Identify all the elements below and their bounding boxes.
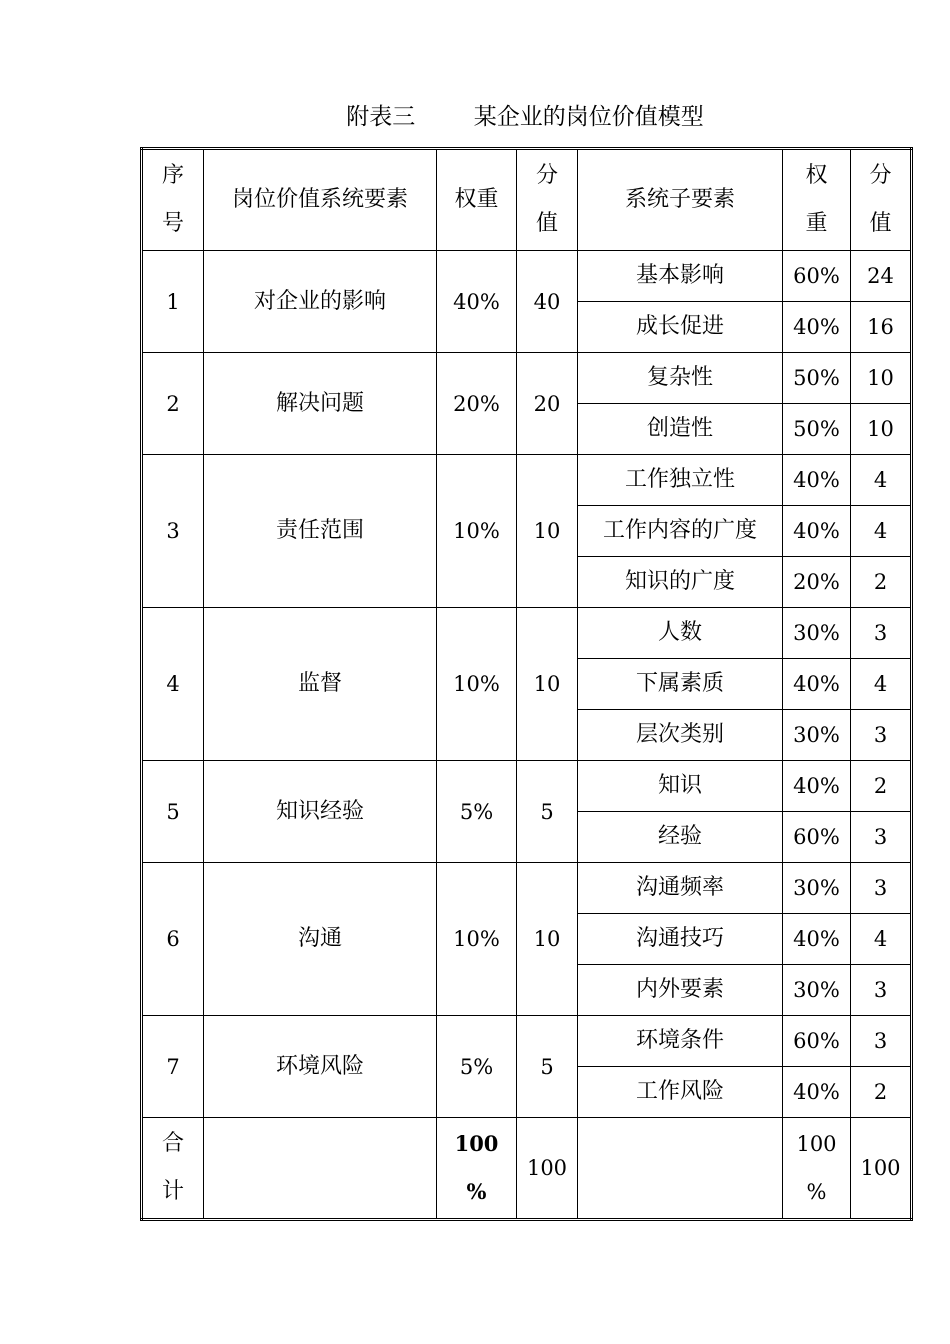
row-weight: 5%	[437, 1016, 517, 1118]
header-sub-score: 分 值	[851, 149, 912, 251]
row-weight: 5%	[437, 761, 517, 863]
row-seq: 2	[142, 353, 204, 455]
row-seq: 6	[142, 863, 204, 1016]
row-weight: 40%	[437, 251, 517, 353]
total-weight: 100 %	[437, 1118, 517, 1220]
sub-score: 24	[851, 251, 912, 302]
sub-weight: 60%	[783, 251, 851, 302]
total-element	[204, 1118, 437, 1220]
row-score: 10	[517, 608, 578, 761]
row-element: 环境风险	[204, 1016, 437, 1118]
sub-weight: 30%	[783, 965, 851, 1016]
sub-score: 2	[851, 557, 912, 608]
sub-score: 3	[851, 965, 912, 1016]
sub-score: 2	[851, 761, 912, 812]
row-score: 10	[517, 455, 578, 608]
row-seq: 7	[142, 1016, 204, 1118]
row-element: 解决问题	[204, 353, 437, 455]
sub-score: 3	[851, 710, 912, 761]
sub-weight: 50%	[783, 404, 851, 455]
sub-weight: 40%	[783, 1067, 851, 1118]
sub-element: 工作内容的广度	[578, 506, 783, 557]
sub-element: 人数	[578, 608, 783, 659]
sub-score: 2	[851, 1067, 912, 1118]
total-sub-weight: 100 %	[783, 1118, 851, 1220]
sub-weight: 40%	[783, 761, 851, 812]
sub-element: 环境条件	[578, 1016, 783, 1067]
sub-weight: 60%	[783, 1016, 851, 1067]
table-row	[142, 251, 912, 302]
table-row	[142, 608, 912, 659]
sub-score: 4	[851, 914, 912, 965]
sub-element: 内外要素	[578, 965, 783, 1016]
sub-weight: 30%	[783, 710, 851, 761]
row-score: 5	[517, 761, 578, 863]
sub-element: 工作独立性	[578, 455, 783, 506]
sub-weight: 60%	[783, 812, 851, 863]
sub-score: 3	[851, 608, 912, 659]
sub-element: 复杂性	[578, 353, 783, 404]
row-seq: 5	[142, 761, 204, 863]
table-row	[142, 863, 912, 914]
table-row	[142, 353, 912, 404]
sub-element: 沟通技巧	[578, 914, 783, 965]
row-score: 20	[517, 353, 578, 455]
sub-weight: 40%	[783, 506, 851, 557]
row-weight: 20%	[437, 353, 517, 455]
sub-weight: 40%	[783, 455, 851, 506]
sub-element: 基本影响	[578, 251, 783, 302]
row-seq: 1	[142, 251, 204, 353]
header-weight: 权重	[437, 149, 517, 251]
header-element: 岗位价值系统要素	[204, 149, 437, 251]
job-value-model-table	[140, 147, 913, 1221]
sub-element: 创造性	[578, 404, 783, 455]
sub-score: 3	[851, 1016, 912, 1067]
sub-score: 3	[851, 812, 912, 863]
table-row	[142, 455, 912, 506]
sub-score: 4	[851, 659, 912, 710]
row-element: 责任范围	[204, 455, 437, 608]
sub-weight: 40%	[783, 914, 851, 965]
row-element: 监督	[204, 608, 437, 761]
sub-weight: 20%	[783, 557, 851, 608]
row-weight: 10%	[437, 863, 517, 1016]
header-seq: 序 号	[142, 149, 204, 251]
row-seq: 3	[142, 455, 204, 608]
table-row	[142, 1016, 912, 1067]
row-element: 沟通	[204, 863, 437, 1016]
row-element: 知识经验	[204, 761, 437, 863]
row-element: 对企业的影响	[204, 251, 437, 353]
sub-weight: 30%	[783, 608, 851, 659]
sub-weight: 30%	[783, 863, 851, 914]
row-weight: 10%	[437, 455, 517, 608]
sub-score: 10	[851, 353, 912, 404]
table-row	[142, 761, 912, 812]
row-score: 40	[517, 251, 578, 353]
page-title: 附表三 某企业的岗位价值模型	[346, 104, 704, 130]
header-row	[142, 149, 912, 251]
row-seq: 4	[142, 608, 204, 761]
sub-element: 工作风险	[578, 1067, 783, 1118]
header-sub-element: 系统子要素	[578, 149, 783, 251]
sub-element: 知识的广度	[578, 557, 783, 608]
sub-element: 成长促进	[578, 302, 783, 353]
row-weight: 10%	[437, 608, 517, 761]
sub-element: 知识	[578, 761, 783, 812]
total-sub-element	[578, 1118, 783, 1220]
sub-score: 16	[851, 302, 912, 353]
sub-element: 下属素质	[578, 659, 783, 710]
sub-score: 4	[851, 455, 912, 506]
sub-element: 沟通频率	[578, 863, 783, 914]
total-sub-score: 100	[851, 1118, 912, 1220]
sub-score: 3	[851, 863, 912, 914]
row-score: 5	[517, 1016, 578, 1118]
sub-element: 层次类别	[578, 710, 783, 761]
total-label: 合 计	[142, 1118, 204, 1220]
header-sub-weight: 权 重	[783, 149, 851, 251]
row-score: 10	[517, 863, 578, 1016]
sub-weight: 40%	[783, 659, 851, 710]
total-score: 100	[517, 1118, 578, 1220]
header-score: 分 值	[517, 149, 578, 251]
sub-weight: 50%	[783, 353, 851, 404]
sub-weight: 40%	[783, 302, 851, 353]
sub-element: 经验	[578, 812, 783, 863]
total-row	[142, 1118, 912, 1220]
sub-score: 4	[851, 506, 912, 557]
sub-score: 10	[851, 404, 912, 455]
